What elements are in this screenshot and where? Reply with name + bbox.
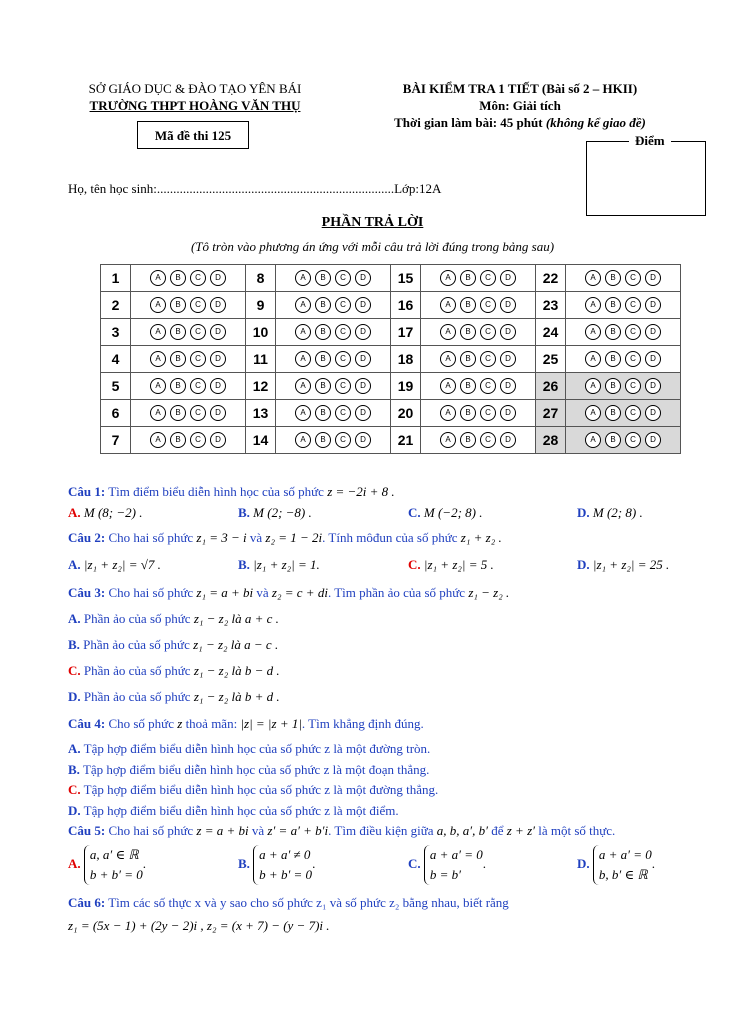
question-6-expr: z₁ = (5x − 1) + (2y − 2)i , z₂ = (x + 7) − (y − 7)i .: [68, 918, 330, 933]
answer-bubble-c[interactable]: C: [190, 297, 206, 313]
student-name-label: Họ, tên học sinh:.........................................................................: [68, 181, 395, 196]
answer-bubble-b[interactable]: B: [605, 432, 621, 448]
answer-bubble-c[interactable]: C: [625, 432, 641, 448]
answer-bubble-d[interactable]: D: [355, 270, 371, 286]
answer-options-cell: [421, 373, 536, 400]
answer-bubble-b[interactable]: B: [460, 405, 476, 421]
answer-bubble-c[interactable]: C: [480, 351, 496, 367]
answer-bubble-a[interactable]: A: [295, 432, 311, 448]
answer-options-cell: [131, 427, 246, 454]
question-5: Câu 5: Cho hai số phức z = a + bi và z′ = a′ + b′i. Tìm điều kiện giữa a, b, a′, b′ để z + z′ là một số thực.: [68, 823, 616, 838]
answer-bubble-a[interactable]: A: [150, 270, 166, 286]
question-number-cell: 11: [246, 346, 276, 373]
answer-bubble-d[interactable]: D: [355, 378, 371, 394]
question-1: Câu 1: Tìm điểm biểu diễn hình học của số phức z = −2i + 8 .: [68, 484, 395, 499]
answer-bubble-c[interactable]: C: [190, 405, 206, 421]
answer-options-cell: [566, 427, 681, 454]
answer-bubble-d[interactable]: D: [645, 405, 661, 421]
answer-bubble-b[interactable]: B: [605, 324, 621, 340]
q1-option-c[interactable]: C. M (−2; 8) .: [408, 505, 483, 520]
answer-bubble-b[interactable]: B: [460, 270, 476, 286]
answer-bubble-d[interactable]: D: [645, 324, 661, 340]
answer-options-cell: [276, 373, 391, 400]
answer-options-cell: [421, 346, 536, 373]
answer-bubble-d[interactable]: D: [210, 432, 226, 448]
answer-bubble-c[interactable]: C: [335, 297, 351, 313]
answer-options-cell: [566, 373, 681, 400]
answer-bubble-d[interactable]: D: [210, 297, 226, 313]
answer-grid-row: [101, 319, 681, 346]
answer-bubble-d[interactable]: D: [500, 324, 516, 340]
question-number-cell: 17: [391, 319, 421, 346]
question-number-cell: 18: [391, 346, 421, 373]
answer-bubble-d[interactable]: D: [500, 351, 516, 367]
answer-bubble-b[interactable]: B: [170, 405, 186, 421]
q3-option-d[interactable]: D. Phần ảo của số phức z₁ − z₂ là b + d .: [68, 689, 280, 704]
exam-header: [370, 80, 670, 131]
answer-bubble-c[interactable]: C: [335, 378, 351, 394]
question-number-cell: 5: [101, 373, 131, 400]
q1-option-d[interactable]: D. M (2; 8) .: [577, 505, 643, 520]
answer-bubble-a[interactable]: A: [295, 405, 311, 421]
q4-option-a[interactable]: A. Tập hợp điểm biểu diễn hình học của số phức z là một đường tròn.: [68, 741, 431, 756]
answer-bubble-c[interactable]: C: [625, 378, 641, 394]
answer-bubble-d[interactable]: D: [355, 324, 371, 340]
answer-bubble-a[interactable]: A: [440, 297, 456, 313]
score-label: Điểm: [629, 133, 671, 149]
answer-bubble-a[interactable]: A: [295, 378, 311, 394]
question-number-cell: 28: [536, 427, 566, 454]
answer-bubble-d[interactable]: D: [355, 405, 371, 421]
q5-option-a[interactable]: A. a, a′ ∈ ℝ b + b′ = 0.: [68, 845, 146, 885]
answer-bubble-d[interactable]: D: [500, 405, 516, 421]
question-number-cell: 4: [101, 346, 131, 373]
question-number-cell: 10: [246, 319, 276, 346]
answer-options-cell: [566, 319, 681, 346]
answer-bubble-a[interactable]: A: [295, 351, 311, 367]
answer-grid: [100, 264, 681, 454]
answer-bubble-a[interactable]: A: [585, 432, 601, 448]
answer-bubble-d[interactable]: D: [355, 351, 371, 367]
question-number-cell: 27: [536, 400, 566, 427]
answer-options-cell: [276, 265, 391, 292]
answer-bubble-a[interactable]: A: [585, 324, 601, 340]
answer-bubble-b[interactable]: B: [170, 432, 186, 448]
answer-bubble-d[interactable]: D: [210, 405, 226, 421]
answer-bubble-c[interactable]: C: [190, 351, 206, 367]
q1-option-b[interactable]: B. M (2; −8) .: [238, 505, 312, 520]
q2-option-c[interactable]: C. |z₁ + z₂| = 5 .: [408, 557, 494, 572]
answer-section-title: PHẦN TRẢ LỜI: [321, 215, 424, 230]
answer-bubble-a[interactable]: A: [150, 378, 166, 394]
answer-bubble-c[interactable]: C: [190, 378, 206, 394]
answer-grid-row: [101, 373, 681, 400]
answer-bubble-b[interactable]: B: [315, 351, 331, 367]
answer-bubble-c[interactable]: C: [335, 270, 351, 286]
question-number-cell: 6: [101, 400, 131, 427]
q5-option-c[interactable]: C. a + a′ = 0 b = b′.: [408, 845, 486, 885]
answer-grid-row: [101, 265, 681, 292]
answer-bubble-a[interactable]: A: [440, 378, 456, 394]
question-number-cell: 22: [536, 265, 566, 292]
q1-option-a[interactable]: A. M (8; −2) .: [68, 505, 143, 520]
q5-option-d[interactable]: D. a + a′ = 0 b, b′ ∈ ℝ.: [577, 845, 655, 885]
answer-bubble-d[interactable]: D: [645, 297, 661, 313]
answer-bubble-a[interactable]: A: [440, 432, 456, 448]
answer-bubble-b[interactable]: B: [460, 351, 476, 367]
question-number-cell: 2: [101, 292, 131, 319]
answer-bubble-a[interactable]: A: [295, 297, 311, 313]
answer-bubble-b[interactable]: B: [460, 297, 476, 313]
answer-options-cell: [276, 346, 391, 373]
question-6: Câu 6: Tìm các số thực x và y sao cho số phức z₁ và số phức z₂ bằng nhau, biết rằng: [68, 895, 509, 910]
answer-bubble-a[interactable]: A: [585, 297, 601, 313]
answer-bubble-a[interactable]: A: [440, 405, 456, 421]
answer-bubble-c[interactable]: C: [625, 405, 641, 421]
answer-bubble-d[interactable]: D: [645, 351, 661, 367]
student-info: [68, 181, 441, 197]
question-number-cell: 25: [536, 346, 566, 373]
question-number-cell: 26: [536, 373, 566, 400]
answer-bubble-b[interactable]: B: [460, 432, 476, 448]
answer-bubble-d[interactable]: D: [500, 270, 516, 286]
answer-bubble-c[interactable]: C: [190, 270, 206, 286]
answer-bubble-b[interactable]: B: [315, 297, 331, 313]
answer-bubble-b[interactable]: B: [315, 405, 331, 421]
q2-option-a[interactable]: A. |z₁ + z₂| = √7 .: [68, 557, 161, 572]
answer-bubble-d[interactable]: D: [645, 378, 661, 394]
answer-options-cell: [421, 292, 536, 319]
question-4: Câu 4: Cho số phức z thoả mãn: |z| = |z + 1|. Tìm khẳng định đúng.: [68, 716, 424, 731]
answer-options-cell: [276, 319, 391, 346]
exam-subject: Môn: Giải tích: [479, 98, 561, 113]
answer-bubble-d[interactable]: D: [210, 324, 226, 340]
answer-grid-row: [101, 292, 681, 319]
answer-bubble-a[interactable]: A: [150, 324, 166, 340]
answer-options-cell: [421, 427, 536, 454]
answer-bubble-c[interactable]: C: [335, 351, 351, 367]
q3-option-c[interactable]: C. Phần ảo của số phức z₁ − z₂ là b − d .: [68, 663, 280, 678]
answer-bubble-b[interactable]: B: [315, 378, 331, 394]
question-number-cell: 15: [391, 265, 421, 292]
question-number-cell: 24: [536, 319, 566, 346]
answer-bubble-b[interactable]: B: [170, 351, 186, 367]
answer-bubble-c[interactable]: C: [480, 270, 496, 286]
answer-options-cell: [131, 292, 246, 319]
answer-bubble-c[interactable]: C: [480, 297, 496, 313]
question-number-cell: 23: [536, 292, 566, 319]
answer-bubble-b[interactable]: B: [315, 432, 331, 448]
answer-options-cell: [131, 373, 246, 400]
answer-bubble-c[interactable]: C: [480, 405, 496, 421]
q4-option-c[interactable]: C. Tập hợp điểm biểu diễn hình học của số phức z là một đường thẳng.: [68, 782, 439, 797]
answer-bubble-a[interactable]: A: [585, 405, 601, 421]
school-name: TRƯỜNG THPT HOÀNG VĂN THỤ: [89, 98, 301, 113]
answer-grid-row: [101, 400, 681, 427]
answer-bubble-c[interactable]: C: [335, 405, 351, 421]
question-number-cell: 16: [391, 292, 421, 319]
score-box: [586, 141, 706, 216]
answer-bubble-c[interactable]: C: [480, 378, 496, 394]
answer-options-cell: [421, 400, 536, 427]
answer-bubble-b[interactable]: B: [170, 324, 186, 340]
answer-grid-row: [101, 427, 681, 454]
answer-bubble-d[interactable]: D: [210, 351, 226, 367]
answer-options-cell: [131, 400, 246, 427]
answer-bubble-b[interactable]: B: [605, 270, 621, 286]
answer-options-cell: [421, 265, 536, 292]
answer-bubble-c[interactable]: C: [480, 432, 496, 448]
answer-bubble-c[interactable]: C: [335, 324, 351, 340]
q3-option-a[interactable]: A. Phần ảo của số phức z₁ − z₂ là a + c .: [68, 611, 279, 626]
answer-bubble-a[interactable]: A: [440, 351, 456, 367]
q3-option-b[interactable]: B. Phần ảo của số phức z₁ − z₂ là a − c .: [68, 637, 279, 652]
question-number-cell: 8: [246, 265, 276, 292]
answer-bubble-b[interactable]: B: [315, 270, 331, 286]
answer-bubble-b[interactable]: B: [460, 324, 476, 340]
question-number-cell: 13: [246, 400, 276, 427]
question-3: Câu 3: Cho hai số phức z₁ = a + bi và z₂ = c + di. Tìm phần ảo của số phức z₁ − z₂ .: [68, 585, 510, 600]
answer-bubble-b[interactable]: B: [170, 270, 186, 286]
answer-options-cell: [131, 265, 246, 292]
answer-bubble-a[interactable]: A: [585, 351, 601, 367]
answer-bubble-a[interactable]: A: [440, 270, 456, 286]
department-name: SỞ GIÁO DỤC & ĐÀO TẠO YÊN BÁI: [88, 81, 302, 96]
q2-option-b[interactable]: B. |z₁ + z₂| = 1.: [238, 557, 320, 572]
answer-bubble-c[interactable]: C: [335, 432, 351, 448]
answer-bubble-d[interactable]: D: [210, 378, 226, 394]
question-2: Câu 2: Cho hai số phức z₁ = 3 − i và z₂ = 1 − 2i. Tính môđun của số phức z₁ + z₂ .: [68, 530, 502, 545]
answer-bubble-b[interactable]: B: [170, 297, 186, 313]
answer-options-cell: [276, 427, 391, 454]
answer-bubble-d[interactable]: D: [355, 297, 371, 313]
answer-options-cell: [566, 265, 681, 292]
answer-bubble-c[interactable]: C: [625, 324, 641, 340]
q2-option-d[interactable]: D. |z₁ + z₂| = 25 .: [577, 557, 670, 572]
answer-bubble-b[interactable]: B: [605, 297, 621, 313]
answer-bubble-d[interactable]: D: [645, 432, 661, 448]
exam-time: Thời gian làm bài: 45 phút (không kể giao đề): [394, 115, 646, 130]
answer-bubble-b[interactable]: B: [605, 378, 621, 394]
answer-options-cell: [566, 400, 681, 427]
question-number-cell: 7: [101, 427, 131, 454]
answer-options-cell: [421, 319, 536, 346]
exam-title: BÀI KIỂM TRA 1 TIẾT (Bài số 2 – HKII): [402, 81, 638, 96]
answer-bubble-a[interactable]: A: [150, 351, 166, 367]
question-number-cell: 21: [391, 427, 421, 454]
answer-bubble-a[interactable]: A: [585, 378, 601, 394]
answer-options-cell: [566, 292, 681, 319]
answer-bubble-b[interactable]: B: [605, 405, 621, 421]
answer-bubble-a[interactable]: A: [295, 324, 311, 340]
answer-bubble-c[interactable]: C: [625, 351, 641, 367]
answer-bubble-c[interactable]: C: [480, 324, 496, 340]
exam-code: Mã đề thi 125: [137, 121, 249, 149]
answer-bubble-a[interactable]: A: [150, 432, 166, 448]
question-number-cell: 20: [391, 400, 421, 427]
answer-bubble-d[interactable]: D: [500, 378, 516, 394]
answer-bubble-a[interactable]: A: [585, 270, 601, 286]
q4-option-d[interactable]: D. Tập hợp điểm biểu diễn hình học của số phức z là một điểm.: [68, 803, 399, 818]
answer-grid-row: [101, 346, 681, 373]
answer-bubble-c[interactable]: C: [190, 432, 206, 448]
answer-section-instruction: (Tô tròn vào phương án ứng với mỗi câu trả lời đúng trong bảng sau): [190, 239, 555, 254]
answer-bubble-c[interactable]: C: [625, 297, 641, 313]
answer-options-cell: [566, 346, 681, 373]
question-number-cell: 9: [246, 292, 276, 319]
q4-option-b[interactable]: B. Tập hợp điểm biểu diễn hình học của số phức z là một đoạn thẳng.: [68, 762, 430, 777]
question-number-cell: 12: [246, 373, 276, 400]
answer-options-cell: [131, 319, 246, 346]
question-number-cell: 14: [246, 427, 276, 454]
answer-bubble-d[interactable]: D: [210, 270, 226, 286]
answer-bubble-c[interactable]: C: [190, 324, 206, 340]
question-number-cell: 3: [101, 319, 131, 346]
answer-bubble-d[interactable]: D: [500, 297, 516, 313]
question-number-cell: 19: [391, 373, 421, 400]
answer-options-cell: [276, 400, 391, 427]
answer-options-cell: [276, 292, 391, 319]
answer-bubble-d[interactable]: D: [355, 432, 371, 448]
answer-bubble-c[interactable]: C: [625, 270, 641, 286]
answer-bubble-a[interactable]: A: [440, 324, 456, 340]
answer-bubble-d[interactable]: D: [645, 270, 661, 286]
question-number-cell: 1: [101, 265, 131, 292]
answer-bubble-b[interactable]: B: [170, 378, 186, 394]
answer-bubble-a[interactable]: A: [295, 270, 311, 286]
answer-bubble-b[interactable]: B: [315, 324, 331, 340]
class-label: Lớp:12A: [394, 181, 442, 196]
answer-options-cell: [131, 346, 246, 373]
answer-bubble-a[interactable]: A: [150, 297, 166, 313]
answer-bubble-b[interactable]: B: [605, 351, 621, 367]
school-header: [60, 80, 330, 114]
answer-bubble-a[interactable]: A: [150, 405, 166, 421]
answer-bubble-b[interactable]: B: [460, 378, 476, 394]
q5-option-b[interactable]: B. a + a′ ≠ 0 b + b′ = 0.: [238, 845, 315, 885]
answer-bubble-d[interactable]: D: [500, 432, 516, 448]
